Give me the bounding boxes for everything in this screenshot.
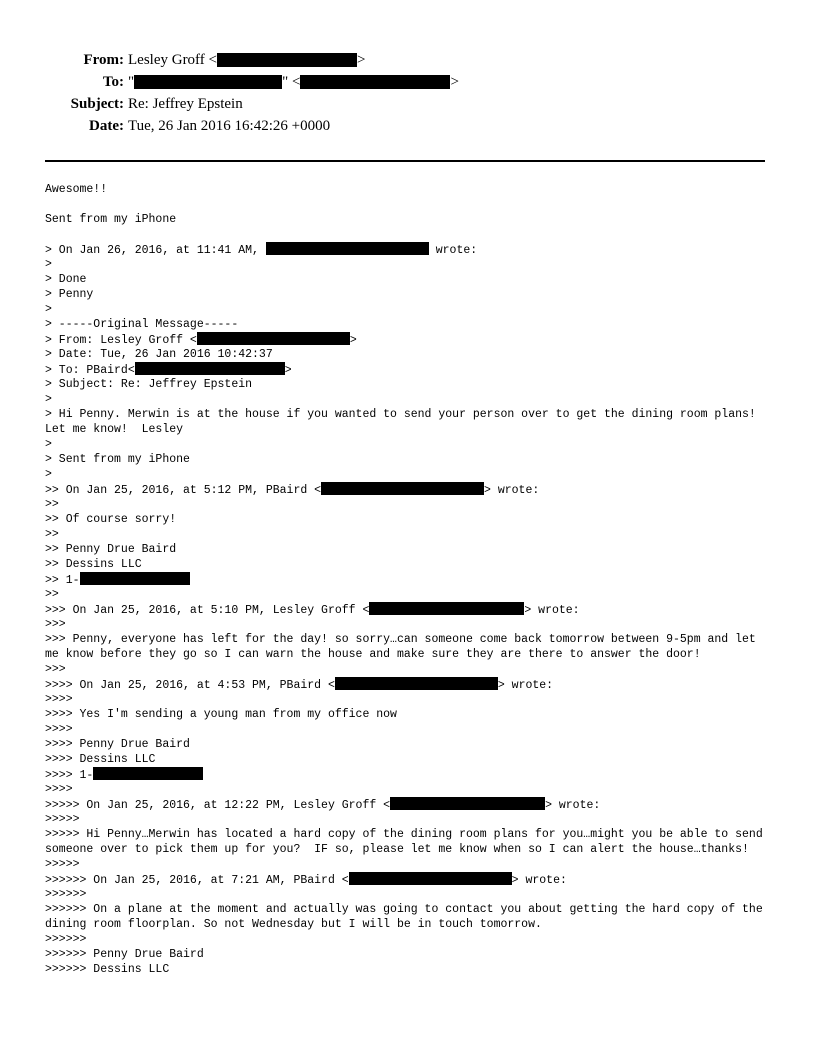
redaction-block xyxy=(349,872,512,885)
redaction-block xyxy=(300,75,450,89)
date-label: Date: xyxy=(89,118,124,134)
to-value: " " < > xyxy=(128,74,459,90)
body-line: > Sent from my iPhone xyxy=(45,453,190,466)
body-line: Sent from my iPhone xyxy=(45,213,177,226)
redaction-block xyxy=(390,797,545,810)
body-line: >>>> 1- xyxy=(45,767,775,782)
body-line: >> xyxy=(45,498,59,511)
body-line: > Subject: Re: Jeffrey Epstein xyxy=(45,378,253,391)
body-line: >> Of course sorry! xyxy=(45,513,177,526)
body-paragraph: >>>>>> On a plane at the moment and actually was going to contact you about getting the hard copy of the dining room floorplan. So not Wednesday but I will be in touch tomorrow. xyxy=(45,903,770,931)
from-row xyxy=(0,50,816,72)
body-line: >>>> Dessins LLC xyxy=(45,753,156,766)
body-line: > Date: Tue, 26 Jan 2016 10:42:37 xyxy=(45,348,273,361)
body-line: > Penny xyxy=(45,288,94,301)
body-line: >>>> xyxy=(45,693,73,706)
body-line: >>>>> xyxy=(45,813,80,826)
body-paragraph: >>> Penny, everyone has left for the day! so sorry…can someone come back tomorrow between 9-5pm and let me know before they go so I can warn the house and make sure they are there to answer the door! xyxy=(45,633,763,661)
body-line: > xyxy=(45,438,52,451)
body-line: >>>> Yes I'm sending a young man from my office now xyxy=(45,708,397,721)
body-line: >>>> xyxy=(45,783,73,796)
body-line: >>>>>> Dessins LLC xyxy=(45,963,170,976)
date-row xyxy=(0,116,816,138)
quote-header: >>> On Jan 25, 2016, at 5:10 PM, Lesley Groff < > wrote: xyxy=(45,604,580,617)
redaction-block xyxy=(135,362,285,375)
body-line: >>>> xyxy=(45,723,73,736)
to-label: To: xyxy=(102,74,124,90)
body-line: > To: PBaird< > xyxy=(45,364,292,377)
redaction-block xyxy=(197,332,350,345)
body-line: > xyxy=(45,258,52,271)
redaction-block xyxy=(321,482,484,495)
body-line: >>>> Penny Drue Baird xyxy=(45,738,190,751)
body-paragraph: > Hi Penny. Merwin is at the house if you wanted to send your person over to get the dining room plans! Let me know! Lesley xyxy=(45,408,770,436)
email-header xyxy=(0,50,816,138)
quote-header: >>>> On Jan 25, 2016, at 4:53 PM, PBaird < > wrote: xyxy=(45,679,554,692)
body-paragraph: >>>>> Hi Penny…Merwin has located a hard copy of the dining room plans for you…might you be able to send someone over to pick them up for you? IF so, please let me know when so I can alert the house…thanks! xyxy=(45,828,770,856)
body-line: > -----Original Message----- xyxy=(45,318,239,331)
quote-header: > On Jan 26, 2016, at 11:41 AM, wrote: xyxy=(45,244,478,257)
body-line: >>> xyxy=(45,618,66,631)
subject-label: Subject: xyxy=(70,96,124,112)
body-line: >>>>> xyxy=(45,858,80,871)
redaction-block xyxy=(217,53,357,67)
subject-row xyxy=(0,94,816,116)
redaction-block xyxy=(369,602,524,615)
email-body xyxy=(45,182,775,977)
to-row xyxy=(0,72,816,94)
body-line: >> xyxy=(45,588,59,601)
quote-header: >>>>>> On Jan 25, 2016, at 7:21 AM, PBaird < > wrote: xyxy=(45,874,567,887)
body-line: > From: Lesley Groff < > xyxy=(45,334,357,347)
quote-header: >>>>> On Jan 25, 2016, at 12:22 PM, Lesley Groff < > wrote: xyxy=(45,799,601,812)
from-value: Lesley Groff < > xyxy=(128,52,366,68)
redaction-block xyxy=(80,572,190,585)
from-label: From: xyxy=(83,52,124,68)
body-line: >> Dessins LLC xyxy=(45,558,142,571)
body-line: Awesome!! xyxy=(45,183,108,196)
body-line: >>> xyxy=(45,663,66,676)
body-line: >> Penny Drue Baird xyxy=(45,543,177,556)
body-line: >>>>>> xyxy=(45,933,87,946)
body-line: >> xyxy=(45,528,59,541)
redaction-block xyxy=(335,677,498,690)
redaction-block xyxy=(134,75,282,89)
body-line: > xyxy=(45,393,52,406)
date-value: Tue, 26 Jan 2016 16:42:26 +0000 xyxy=(128,118,331,134)
redaction-block xyxy=(266,242,429,255)
body-line: > Done xyxy=(45,273,87,286)
body-line: > xyxy=(45,468,52,481)
body-line: >>>>>> xyxy=(45,888,87,901)
quote-header: >> On Jan 25, 2016, at 5:12 PM, PBaird < > wrote: xyxy=(45,484,540,497)
header-divider xyxy=(45,160,765,162)
body-line: > xyxy=(45,303,52,316)
body-line: >>>>>> Penny Drue Baird xyxy=(45,948,204,961)
body-line: >> 1- xyxy=(45,572,775,587)
subject-value: Re: Jeffrey Epstein xyxy=(128,96,243,112)
redaction-block xyxy=(93,767,203,780)
